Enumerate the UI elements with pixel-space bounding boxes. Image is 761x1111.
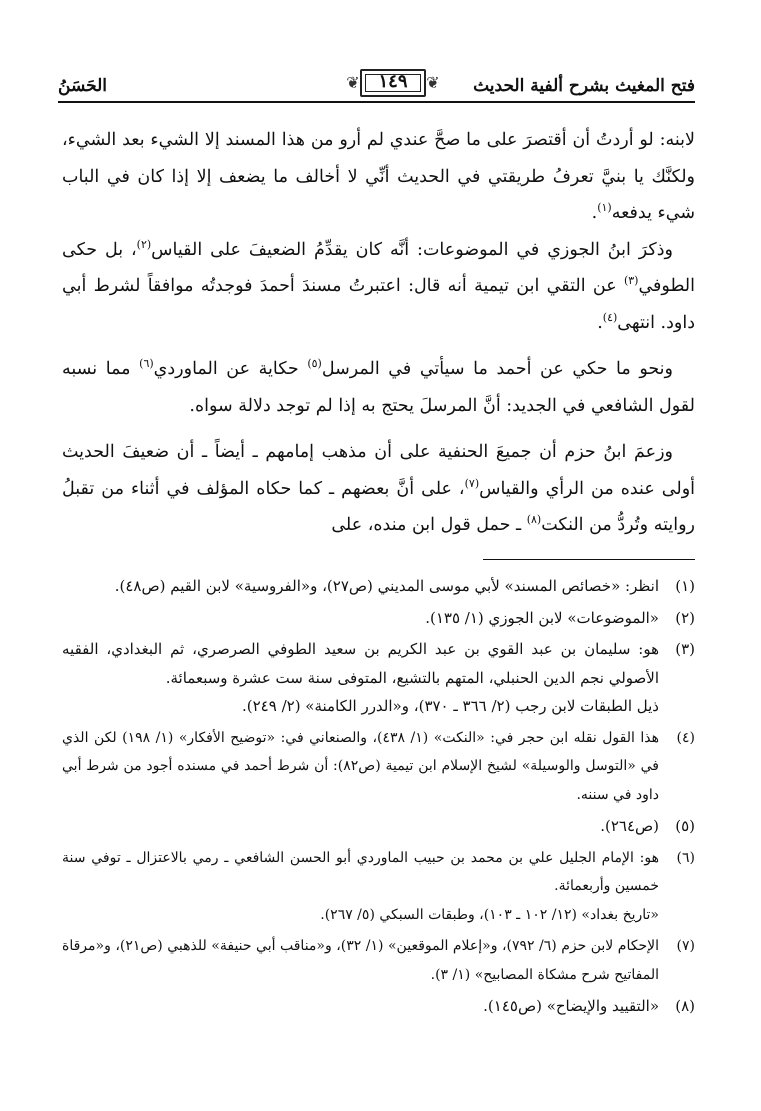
section-title: الحَسَنُ	[58, 76, 107, 96]
page-number-frame	[346, 66, 440, 100]
footnotes	[62, 572, 695, 1021]
footnote-number: (٤)	[676, 729, 695, 746]
footnote: (٥) (ص٢٦٤).	[62, 812, 695, 841]
page-header	[58, 62, 695, 102]
footnote-number: (٥)	[675, 817, 695, 835]
footnote: (٣) هو: سليمان بن عبد القوي بن عبد الكريم بن سعيد الطوفي الصرصري، ثم البغدادي، الفقيه الأصولي نجم الدين الحنبلي، المتهم بالتشيع، المتوفى سنة ست عشرة وسبعمائة. ذيل الطبقات لابن رجب (٢/ ٣٦٦ ـ ٣٧٠)، و«الدرر الكامنة» (٢/ ٢٤٩).	[62, 635, 695, 721]
footnote: (١) انظر: «خصائص المسند» لأبي موسى المديني (ص٢٧)، و«الفروسية» لابن القيم (ص٤٨).	[62, 572, 695, 601]
book-title: فتح المغيث بشرح ألفية الحديث	[473, 76, 695, 96]
footnote-ref: (٢)	[136, 237, 152, 251]
footnote-ref: (٨)	[526, 513, 542, 527]
footnote-number: (٨)	[675, 997, 695, 1015]
footnote-ref: (١)	[597, 201, 612, 215]
footnote-ref: (٥)	[307, 357, 322, 371]
paragraph: لابنه: لو أردتُ أن أقتصرَ على ما صحَّ عندي لم أرو من هذا المسند إلا الشيء بعد الشيء، ولكنَّك يا بنيَّ تعرفُ طريقتي في الحديث أنِّي لا أخالف ما يضعف إلا إذا كان في الباب شيء يدفعه$^{(١)}$.	[62, 130, 695, 223]
page-number: ١٤٩	[378, 71, 408, 92]
footnote-ref: (٤)	[602, 310, 618, 324]
ornament-icon: ❦	[346, 73, 360, 92]
footnote-number: (٦)	[676, 849, 695, 866]
paragraph: وذكرَ ابنُ الجوزي في الموضوعات: أنَّه كان يقدِّمُ الضعيفَ على القياس$^{(٢)}$، بل حكى الطوفي$^{(٣)}$ عن التقي ابن تيمية أنه قال: اعتبرتُ مسندَ أحمدَ فوجدتُه موافقاً لشرط أبي داود. انتهى$^{(٤)}$.	[62, 237, 695, 333]
footnote-number: (١)	[675, 577, 695, 595]
footnote: (٢) «الموضوعات» لابن الجوزي (١/ ١٣٥).	[62, 604, 695, 633]
paragraph: وزعمَ ابنُ حزم أن جميعَ الحنفية على أن مذهب إمامهم ـ أيضاً ـ أن ضعيفَ الحديث أولى عنده من الرأي والقياس$^{(٧)}$، على أنَّ بعضهم ـ كما حكاه المؤلف في أثناء من تقبلُ روايته وتُردُّ من النكت$^{(٨)}$ ـ حمل قول ابن منده، على	[62, 442, 696, 535]
footnote: (٤) هذا القول نقله ابن حجر في: «النكت» (١/ ٤٣٨)، والصنعاني في: «توضيح الأفكار» (١/ ١٩٨) لكن الذي في «التوسل والوسيلة» لشيخ الإسلام ابن تيمية (ص٨٢): أن شرط أحمد في مسنده أجود من شرط أبي داود في سننه.	[62, 724, 695, 810]
footnote: (٨) «التقييد والإيضاح» (ص١٤٥).	[62, 992, 695, 1021]
footnote-ref: (٧)	[464, 476, 480, 490]
ornament-icon: ❦	[426, 73, 440, 92]
footnote: (٧) الإحكام لابن حزم (٦/ ٧٩٢)، و«إعلام الموقعين» (١/ ٣٢)، و«مناقب أبي حنيفة» للذهبي (ص٢١)، و«مرقاة المفاتيح شرح مشكاة المصابيح» (١/ ٣).	[62, 932, 695, 989]
footnote-number: (٢)	[675, 608, 695, 627]
main-text	[62, 122, 695, 544]
header-divider	[58, 101, 695, 103]
paragraph: ونحو ما حكي عن أحمد ما سيأتي في المرسل$^{(٥)}$ حكاية عن الماوردي$^{(٦)}$ مما نسبه لقول الشافعي في الجديد: أنَّ المرسلَ يحتج به إذا لم توجد دلالة سواه.	[62, 357, 695, 416]
footnote-divider	[483, 559, 695, 560]
footnote-ref: (٦)	[139, 357, 154, 371]
footnote-ref: (٣)	[623, 274, 639, 288]
footnote: (٦) هو: الإمام الجليل علي بن محمد بن حبيب الماوردي أبو الحسن الشافعي ـ رمي بالاعتزال ـ توفي سنة خمسين وأربعمائة. «تاريخ بغداد» (١٢/ ١٠٢ ـ ١٠٣)، وطبقات السبكي (٥/ ٢٦٧).	[62, 844, 695, 930]
footnote-number: (٧)	[676, 938, 695, 954]
footnote-number: (٣)	[675, 640, 695, 658]
